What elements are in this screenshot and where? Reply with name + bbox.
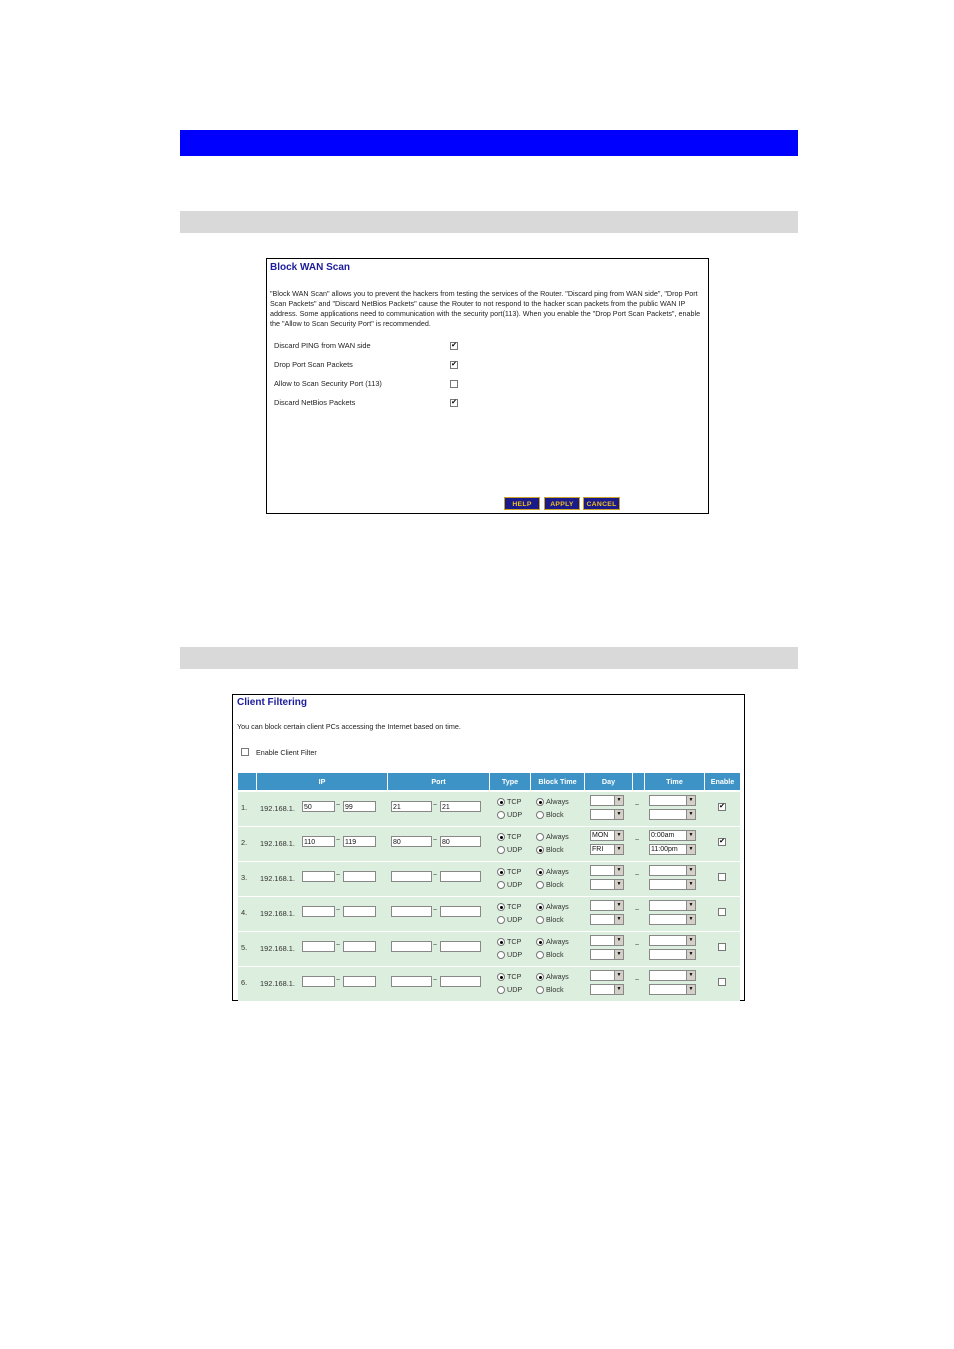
block-always-label: Always — [546, 832, 569, 841]
row-enable-checkbox[interactable]: ✔ — [719, 838, 725, 845]
port-from-input[interactable]: 80 — [391, 836, 432, 847]
ip-prefix: 192.168.1. — [260, 804, 295, 813]
type-tcp-radio[interactable] — [497, 973, 505, 981]
chevron-down-icon: ▼ — [686, 901, 695, 910]
block-always-radio[interactable] — [536, 938, 544, 946]
header-type: Type — [490, 773, 530, 790]
chevron-down-icon: ▼ — [614, 866, 623, 875]
day-from-select[interactable] — [590, 900, 624, 911]
chevron-down-icon: ▼ — [614, 796, 623, 805]
block-always-label: Always — [546, 797, 569, 806]
cf-panel-title: Client Filtering — [237, 697, 307, 708]
block-always-label: Always — [546, 972, 569, 981]
type-udp-radio[interactable] — [497, 916, 505, 924]
row-enable-checkbox[interactable]: ✔ — [719, 803, 725, 810]
type-udp-label: UDP — [507, 845, 523, 854]
chevron-down-icon: ▼ — [614, 845, 623, 854]
type-udp-radio[interactable] — [497, 811, 505, 819]
time-to-value: 11:00pm — [651, 846, 678, 853]
row-number: 6. — [241, 978, 248, 987]
subsection-bar-wan — [180, 211, 798, 233]
port-from-input[interactable] — [391, 976, 432, 987]
type-tcp-label: TCP — [507, 832, 522, 841]
day-to-select[interactable] — [590, 844, 624, 855]
table-row — [238, 967, 740, 1001]
type-udp-radio[interactable] — [497, 951, 505, 959]
port-to-input[interactable] — [440, 906, 481, 917]
row-number: 3. — [241, 873, 248, 882]
port-range-tilde: ~ — [433, 837, 438, 844]
apply-button[interactable]: APPLY — [544, 497, 580, 510]
wan-option-checkbox[interactable]: ✔ — [451, 342, 457, 349]
ip-to-input[interactable] — [343, 941, 376, 952]
client-filtering-panel — [232, 694, 745, 1001]
type-udp-label: UDP — [507, 950, 523, 959]
type-tcp-label: TCP — [507, 867, 522, 876]
block-always-label: Always — [546, 867, 569, 876]
port-range-tilde: ~ — [433, 977, 438, 984]
type-udp-label: UDP — [507, 880, 523, 889]
type-tcp-radio[interactable] — [497, 798, 505, 806]
block-always-radio[interactable] — [536, 833, 544, 841]
day-range-tilde: ~ — [635, 977, 640, 984]
chevron-down-icon: ▼ — [614, 950, 623, 959]
day-to-value: FRI — [592, 846, 604, 853]
time-from-select[interactable] — [649, 795, 696, 806]
ip-range-tilde: ~ — [336, 942, 341, 949]
day-to-select[interactable] — [590, 809, 624, 820]
day-range-tilde: ~ — [635, 942, 640, 949]
cancel-button[interactable]: CANCEL — [583, 497, 620, 510]
ip-from-input[interactable]: 110 — [302, 836, 335, 847]
port-to-input[interactable] — [440, 976, 481, 987]
block-block-radio[interactable] — [536, 846, 544, 854]
day-range-tilde: ~ — [635, 907, 640, 914]
type-udp-label: UDP — [507, 915, 523, 924]
ip-from-input[interactable]: 50 — [302, 801, 335, 812]
time-from-select[interactable] — [649, 935, 696, 946]
time-to-select[interactable] — [649, 809, 696, 820]
type-tcp-label: TCP — [507, 902, 522, 911]
day-from-select[interactable] — [590, 795, 624, 806]
ip-prefix: 192.168.1. — [260, 909, 295, 918]
port-from-input[interactable] — [391, 871, 432, 882]
type-udp-radio[interactable] — [497, 881, 505, 889]
row-enable-checkbox[interactable] — [718, 873, 726, 881]
row-number: 4. — [241, 908, 248, 917]
type-tcp-label: TCP — [507, 972, 522, 981]
block-wan-scan-panel — [266, 258, 709, 514]
row-enable-checkbox[interactable] — [718, 908, 726, 916]
type-udp-radio[interactable] — [497, 846, 505, 854]
ip-from-input[interactable] — [302, 871, 335, 882]
block-block-label: Block — [546, 950, 564, 959]
ip-prefix: 192.168.1. — [260, 874, 295, 883]
time-to-select[interactable] — [649, 984, 696, 995]
block-always-radio[interactable] — [536, 973, 544, 981]
port-to-input[interactable]: 80 — [440, 836, 481, 847]
row-number: 2. — [241, 838, 248, 847]
block-block-label: Block — [546, 810, 564, 819]
type-tcp-label: TCP — [507, 937, 522, 946]
port-to-input[interactable] — [440, 871, 481, 882]
cf-description: You can block certain client PCs accessing the Internet based on time. — [237, 722, 461, 731]
chevron-down-icon: ▼ — [686, 866, 695, 875]
time-from-select[interactable] — [649, 830, 696, 841]
time-from-select[interactable] — [649, 970, 696, 981]
day-from-select[interactable] — [590, 970, 624, 981]
block-block-label: Block — [546, 915, 564, 924]
ip-to-input[interactable] — [343, 906, 376, 917]
wan-panel-title: Block WAN Scan — [270, 262, 351, 273]
wan-option-checkbox[interactable]: ✔ — [451, 399, 457, 406]
time-to-select[interactable] — [649, 914, 696, 925]
chevron-down-icon: ▼ — [614, 810, 623, 819]
block-block-label: Block — [546, 985, 564, 994]
table-row — [238, 897, 740, 931]
block-block-radio[interactable] — [536, 986, 544, 994]
day-range-tilde: ~ — [635, 872, 640, 879]
port-from-input[interactable]: 21 — [391, 801, 432, 812]
block-block-radio[interactable] — [536, 811, 544, 819]
chevron-down-icon: ▼ — [686, 880, 695, 889]
type-tcp-label: TCP — [507, 797, 522, 806]
day-from-select[interactable] — [590, 865, 624, 876]
port-range-tilde: ~ — [433, 907, 438, 914]
header-enable: Enable — [705, 773, 740, 790]
ip-to-input[interactable]: 119 — [343, 836, 376, 847]
block-always-radio[interactable] — [536, 903, 544, 911]
ip-prefix: 192.168.1. — [260, 839, 295, 848]
time-to-select[interactable] — [649, 879, 696, 890]
subsection-bar-client — [180, 647, 798, 669]
block-block-radio[interactable] — [536, 916, 544, 924]
row-number: 1. — [241, 803, 248, 812]
port-range-tilde: ~ — [433, 872, 438, 879]
header-time: Time — [645, 773, 704, 790]
day-to-select[interactable] — [590, 914, 624, 925]
header-ip: IP — [257, 773, 387, 790]
ip-prefix: 192.168.1. — [260, 979, 295, 988]
header-block-time: Block Time — [531, 773, 584, 790]
table-row — [238, 827, 740, 861]
time-to-select[interactable] — [649, 844, 696, 855]
block-always-label: Always — [546, 937, 569, 946]
day-to-select[interactable] — [590, 984, 624, 995]
chevron-down-icon: ▼ — [686, 915, 695, 924]
header-num — [238, 773, 256, 790]
table-row — [238, 932, 740, 966]
block-always-radio[interactable] — [536, 798, 544, 806]
port-to-input[interactable]: 21 — [440, 801, 481, 812]
day-from-value: MON — [592, 832, 609, 839]
ip-prefix: 192.168.1. — [260, 944, 295, 953]
header-port: Port — [388, 773, 489, 790]
wan-option-checkbox[interactable] — [450, 380, 458, 388]
time-from-select[interactable] — [649, 900, 696, 911]
chevron-down-icon: ▼ — [686, 796, 695, 805]
ip-range-tilde: ~ — [336, 872, 341, 879]
chevron-down-icon: ▼ — [686, 936, 695, 945]
chevron-down-icon: ▼ — [686, 985, 695, 994]
port-range-tilde: ~ — [433, 802, 438, 809]
chevron-down-icon: ▼ — [614, 985, 623, 994]
ip-range-tilde: ~ — [336, 837, 341, 844]
time-from-select[interactable] — [649, 865, 696, 876]
header-sep — [633, 773, 644, 790]
type-tcp-radio[interactable] — [497, 903, 505, 911]
ip-range-tilde: ~ — [336, 802, 341, 809]
ip-to-input[interactable]: 99 — [343, 801, 376, 812]
day-range-tilde: ~ — [635, 802, 640, 809]
ip-range-tilde: ~ — [336, 977, 341, 984]
ip-from-input[interactable] — [302, 976, 335, 987]
day-to-select[interactable] — [590, 949, 624, 960]
block-always-label: Always — [546, 902, 569, 911]
chevron-down-icon: ▼ — [686, 845, 695, 854]
table-row — [238, 862, 740, 896]
ip-to-input[interactable] — [343, 976, 376, 987]
day-range-tilde: ~ — [635, 837, 640, 844]
row-number: 5. — [241, 943, 248, 952]
ip-to-input[interactable] — [343, 871, 376, 882]
chevron-down-icon: ▼ — [686, 810, 695, 819]
section-header-bar — [180, 130, 798, 156]
chevron-down-icon: ▼ — [686, 950, 695, 959]
wan-option-label: Discard NetBios Packets — [274, 398, 356, 407]
table-row — [238, 792, 740, 826]
block-block-radio[interactable] — [536, 881, 544, 889]
chevron-down-icon: ▼ — [614, 880, 623, 889]
wan-description: "Block WAN Scan" allows you to prevent the hackers from testing the services of the Router. "Discard ping from WAN side", "Drop Port Scan Packets" and "Discard NetBios Packets" cause the Router to not respond to the hacker scan packets from the public WAN IP address. Some applications need to communication with the security port(113). When you enable the "Drop Port Scan Packets", enable the "Allow to Scan Security Port" is recommended. — [270, 289, 701, 328]
time-to-select[interactable] — [649, 949, 696, 960]
type-tcp-radio[interactable] — [497, 868, 505, 876]
ip-from-input[interactable] — [302, 906, 335, 917]
ip-range-tilde: ~ — [336, 907, 341, 914]
chevron-down-icon: ▼ — [614, 915, 623, 924]
ip-from-input[interactable] — [302, 941, 335, 952]
block-always-radio[interactable] — [536, 868, 544, 876]
chevron-down-icon: ▼ — [614, 971, 623, 980]
chevron-down-icon: ▼ — [614, 831, 623, 840]
row-enable-checkbox[interactable] — [718, 978, 726, 986]
day-from-select[interactable] — [590, 830, 624, 841]
day-to-select[interactable] — [590, 879, 624, 890]
wan-option-checkbox[interactable]: ✔ — [451, 361, 457, 368]
row-enable-checkbox[interactable] — [718, 943, 726, 951]
wan-option-label: Allow to Scan Security Port (113) — [274, 379, 382, 388]
wan-option-label: Drop Port Scan Packets — [274, 360, 353, 369]
port-range-tilde: ~ — [433, 942, 438, 949]
chevron-down-icon: ▼ — [614, 936, 623, 945]
block-block-label: Block — [546, 880, 564, 889]
type-udp-label: UDP — [507, 985, 523, 994]
enable-client-filter-label: Enable Client Filter — [256, 748, 317, 757]
help-button[interactable]: HELP — [504, 497, 540, 510]
block-block-label: Block — [546, 845, 564, 854]
header-day: Day — [585, 773, 632, 790]
type-tcp-radio[interactable] — [497, 833, 505, 841]
day-from-select[interactable] — [590, 935, 624, 946]
type-tcp-radio[interactable] — [497, 938, 505, 946]
wan-option-label: Discard PING from WAN side — [274, 341, 371, 350]
chevron-down-icon: ▼ — [686, 971, 695, 980]
enable-client-filter-checkbox[interactable] — [241, 748, 249, 756]
type-udp-radio[interactable] — [497, 986, 505, 994]
port-from-input[interactable] — [391, 906, 432, 917]
chevron-down-icon: ▼ — [614, 901, 623, 910]
block-block-radio[interactable] — [536, 951, 544, 959]
port-from-input[interactable] — [391, 941, 432, 952]
enable-client-filter — [241, 747, 317, 757]
chevron-down-icon: ▼ — [686, 831, 695, 840]
port-to-input[interactable] — [440, 941, 481, 952]
type-udp-label: UDP — [507, 810, 523, 819]
time-from-value: 0:00am — [651, 832, 675, 839]
